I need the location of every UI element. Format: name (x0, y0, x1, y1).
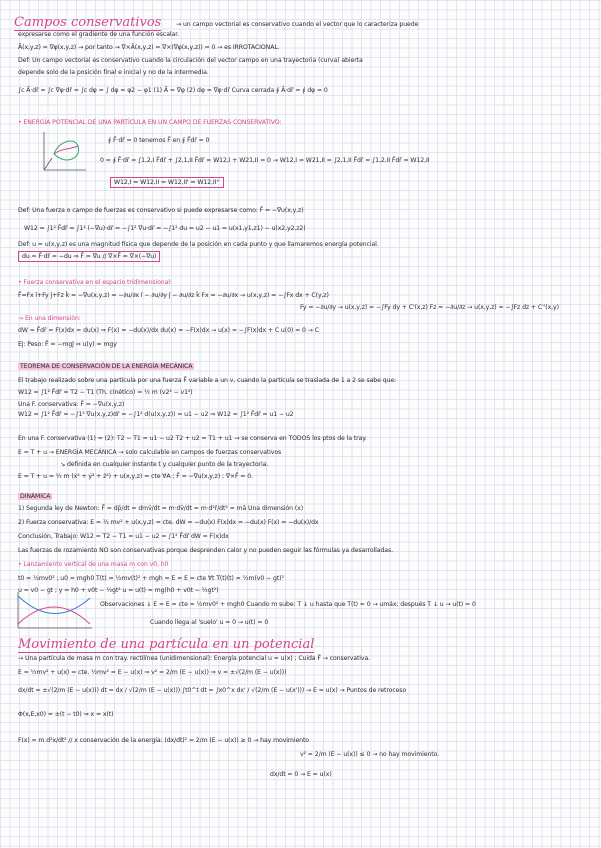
formula-line: dx/dt = ±√(2/m (E − u(x))) dt = dx / √(2/m (E − u(x))) ∫t0^t dt = ∫x0^x dx' / √(2/m (E − u(x'))) → E = u(x) → Puntos de retroceso (18, 687, 407, 694)
formula-line: E = ½mv² + u(x) = cte. ½mv² = E − u(x) ⇒ v² = 2/m (E − u(x)) ⇒ v = ±√(2/m (E − u(x))) (18, 669, 287, 676)
text-line: Las fuerzas de rozamiento NO son conservativas porque desprenden calor y no pueden seguir las fórmulas ya desarrolladas. (18, 547, 393, 554)
text-line: Cuando llega al 'suelo' u = 0 → u(t) = 0 (150, 619, 269, 626)
formula-line: ∫c Ā·dr̄ = ∫c ∇φ·dr̄ = ∫c dφ = ∫ dφ = φ2 − φ1 (1) Ā = ∇φ (2) dφ = ∇φ·dr̄ Curva cerrada ∮ Ā·dr̄ = ∮ dφ = 0 (18, 87, 328, 94)
formula-line: u = v0 − gt ; y = h0 + v0t − ½gt² u = u(t) = mg(h0 + v0t − ½gt²) (18, 587, 219, 594)
subsection-heading: • Lanzamiento vertical de una masa m con v0, h0 (18, 561, 169, 568)
formula-line: Conclusión, Trabajo: W12 = T2 − T1 = u1 − u2 = ∫1² F̄dr̄ dW = F(x)dx (18, 533, 229, 540)
formula-line: v² = 2/m (E − u(x)) ≤ 0 → no hay movimiento. (300, 751, 440, 758)
formula-line: Ej: Peso: F̄ = −mgĵ ⇒ u(y) = mgy (18, 341, 117, 348)
formula-line: t0 = ½mv0² ; u0 = mgh0 T(t) = ½mv(t)² + mgh = E = E = cte ∀t T(t)(t) = ½m(v0 − gt)² (18, 575, 284, 582)
formula-line: E = T + u = ½ m (ẋ² + ẏ² + ż²) + u(x,y,z) = cte ∀A ; F̄ = −∇̄u(x,y,z) ; ∇̄×F̄ = 0. (18, 473, 253, 480)
text-line: Observaciones ↓ E = E = cte = ½mv0² + mgh0 Cuando m sube: T ↓ u hasta que T(t) = 0 → umáx; después T ↓ u → u(t) = 0 (100, 601, 476, 608)
formula-line: F(x) = m d²x/dt² // x conservación de la energía: (dx/dt)² = 2/m (E − u(x)) ≥ 0 → hay movimiento (18, 737, 309, 744)
highlight-formula: W12,I = W12,II = W12,II' = W12,II'' (110, 180, 224, 186)
text-line: → un campo vectorial es conservativo cuando el vector que lo caracteriza puede (176, 21, 419, 28)
text-line: Una F. conservativa: F̄ = −∇̄u(x,y,z) (18, 401, 125, 408)
text-line: depende solo de la posición final e inicial y no de la intermedia. (18, 69, 209, 76)
text-line: E = T + u → ENERGÍA MECÁNICA → solo calculable en campos de fuerzas conservativos (18, 449, 282, 456)
formula-line: W12 = ∫1² F̄dr̄ = ∫1² (−∇̄u)·dr̄ = −∫1² ∇̄u·dr̄ = −∫1² du = u2 − u1 = u(x1,y1,z1) − u(x2,y2,z2) (24, 225, 306, 232)
formula-line: 0 = ∮ F̄·dr̄ = ∫1,2,I F̄dr̄ + ∫2,1,II F̄dr̄ = W12,I + W21,II = 0 → W12,I = W21,II = ∫2,1,II F̄dr̄ = ∫1,2,II F̄dr̄ = W12,II (100, 157, 430, 164)
section-heading: • Fuerza conservativa en el espacio tridimensional: (18, 279, 172, 286)
formula-line: F̄=Fx î+Fy ĵ+Fz k̂ = −∇̄u(x,y,z) = −∂u/∂x î − ∂u/∂y ĵ − ∂u/∂z k̂ Fx = −∂u/∂x → u(x,y,z) = −∫Fx dx + C(y,z) (18, 292, 329, 299)
formula-line: dW = F̄dr̄ = F(x)dx = du(x) ⇒ F(x) = −du(x)/dx du(x) = −F(x)dx → u(x) = −∫F(x)dx + C u(0) = 0 → C (18, 327, 319, 334)
text-line: Def: Una fuerza o campo de fuerzas es conservativo si puede expresarse como: F̄ = −∇̄u(x,y,z) (18, 207, 304, 214)
formula-line: Fy = −∂u/∂y → u(x,y,z) = −∫Fy dy + C'(x,z) Fz = −∂u/∂z → u(x,y,z) = −∫Fz dz + C''(x,y) (300, 304, 559, 311)
formula-line: Φ(x,E,x0) = ±(t − t0) ⇒ x = x(t) (18, 711, 114, 718)
formula-line: du = F̄·dr̄ = −du ⇒ F̄ = ∇̄u // ∇̄×F̄ = ∇̄×(−∇̄u) (18, 254, 160, 260)
text-line: expresarse como el gradiente de una función escalar. (18, 31, 179, 38)
formula-line: W12 = ∫1² F̄dr̄ = T2 − T1 (Th. cinético) = ½ m (v2² − v1²) (18, 389, 193, 396)
text-line: Ā(x,y,z) = ∇φ(x,y,z) → por tanto → ∇×Ā(x,y,z) = ∇×(∇φ(x,y,z)) = 0 → es IRROTACIONAL. (18, 44, 280, 51)
text-line: Def: Un campo vectorial es conservativo cuando la circulación del vector campo en una trayectoria (curva) abierta (18, 57, 363, 64)
subsection-heading: → En una dimensión: (18, 315, 81, 322)
section-heading: • ENERGÍA POTENCIAL DE UNA PARTÍCULA EN UN CAMPO DE FUERZAS CONSERVATIVO: (18, 119, 282, 126)
text-line: En una F. conservativa (1) = (2): T2 − T1 = u1 − u2 T2 + u2 = T1 + u1 → se conserva en TODOS los ptos de la tray. (18, 435, 367, 442)
section-heading: DINÁMICA (20, 493, 51, 500)
section-title: Movimiento de una partícula en un potencial (18, 637, 315, 652)
formula-line: W12 = ∫1² F̄dr̄ = −∫1² ∇̄u(x,y,z)dr̄ = −∫1² d(u(x,y,z)) = u1 − u2 ⇒ W12 = ∫1² F̄dr̄ = u1 − u2 (18, 411, 294, 418)
text-line: ↘ definida en cualquier instante t y cualquier punto de la trayectoria. (60, 461, 269, 468)
formula-line: 2) Fuerza conservativa: E = ½ mv² + u(x,y,z) = cte. dW = −du(x) F(x)dx = −du(x) F(x) = −du(x)/dx (18, 519, 319, 526)
curve-diagram (38, 128, 90, 176)
text-line: Def: u = u(x,y,z) es una magnitud física que depende de la posición en cada punto y que llamaremos energía potencial. (18, 241, 379, 248)
trajectory-graph (14, 590, 94, 632)
page-title: Campos conservativos (14, 15, 162, 30)
formula-line: dx/dt = 0 → E = u(x) (270, 771, 332, 778)
section-heading: TEOREMA DE CONSERVACIÓN DE LA ENERGÍA MECÁNICA (20, 363, 193, 370)
text-line: → Una partícula de masa m con tray. rectilínea (unidimensional): Energía potencial u = u(x) ; Cuida F̄ → conservativa. (18, 655, 371, 662)
text-line: ∮ F̄·dr̄ = 0 tenemos F̄ en ∮ F̄dr̄ = 0 (108, 137, 210, 144)
text-line: El trabajo realizado sobre una partícula por una fuerza F̄ variable a un v, cuando la partícula se traslada de 1 a 2 se sabe que: (18, 377, 397, 384)
formula-line: 1) Segunda ley de Newton: F̄ = dp̄/dt = dmv̄/dt = m·dv̄/dt = m·d²r̄/dt² = mā Una dimensión (x) (18, 505, 304, 512)
